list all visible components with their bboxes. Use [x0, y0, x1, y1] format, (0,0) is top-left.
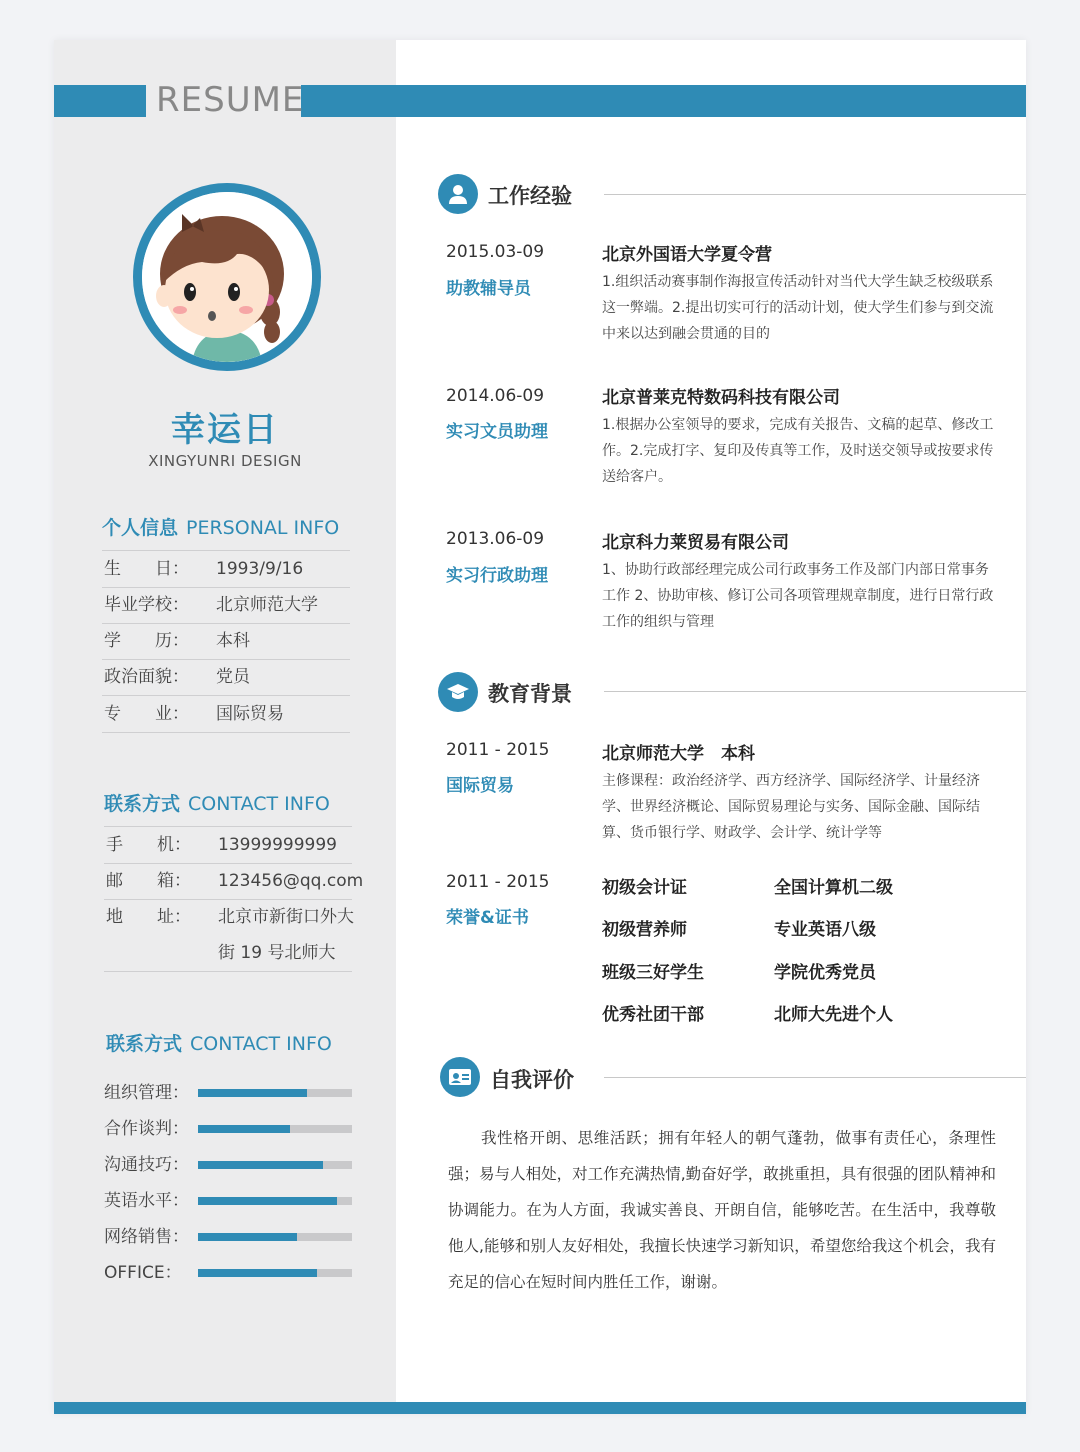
info-row-school [102, 587, 350, 624]
info-label: 毕业学校： [104, 595, 189, 615]
honors-label: 荣誉&证书 [446, 908, 529, 928]
work-date: 2013.06-09 [446, 529, 545, 549]
work-role: 助教辅导员 [446, 279, 531, 299]
education-major: 国际贸易 [446, 776, 514, 796]
info-value: 北京师范大学 [216, 595, 318, 615]
skill-label: 英语水平： [104, 1191, 189, 1211]
skill-row [104, 1153, 354, 1177]
skill-row [104, 1189, 354, 1213]
honor-item: 优秀社团干部 [602, 1005, 704, 1025]
info-row-address [104, 899, 352, 972]
info-value: 北京市新街口外大 [218, 907, 354, 927]
honor-item: 全国计算机二级 [774, 878, 893, 898]
skills-title-cn: 联系方式 [106, 1033, 183, 1055]
work-date: 2015.03-09 [446, 242, 545, 262]
personal-info-title [102, 513, 339, 540]
skill-row [104, 1225, 354, 1249]
honor-item: 专业英语八级 [774, 920, 876, 940]
work-desc: 1.根据办公室领导的要求，完成有关报告、文稿的起草、修改工作。2.完成打字、复印及传真等工作，及时送交领导或按要求传送给客户。 [602, 417, 994, 485]
self-eval-text: 我性格开朗、思维活跃；拥有年轻人的朝气蓬勃，做事有责任心，条理性强；易与人相处，对工作充满热情,勤奋好学，敢挑重担，具有很强的团队精神和协调能力。在为人方面，我诚实善良、开朗自信，能够吃苦。在生活中，我尊敬他人,能够和别人友好相处，我擅长快速学习新知识，希望您给我这个机会，我有充足的信心在短时间内胜任工作，谢谢。 [448, 1129, 996, 1291]
work-date: 2014.06-09 [446, 386, 545, 406]
skill-bar-fill [198, 1269, 317, 1277]
header-band-left [54, 85, 146, 117]
skill-bar-fill [198, 1125, 290, 1133]
info-value-line2: 街 19 号北师大 [218, 943, 336, 963]
info-value: 1993/9/16 [216, 559, 304, 579]
info-label: 专 业： [104, 704, 189, 724]
skill-bar-fill [198, 1197, 337, 1205]
contact-info-title-en: CONTACT INFO [188, 793, 330, 815]
work-org: 北京科力莱贸易有限公司 [602, 533, 789, 553]
skills-title-en: CONTACT INFO [190, 1033, 332, 1055]
id-card-icon [440, 1057, 480, 1097]
skill-label: 合作谈判： [104, 1119, 189, 1139]
skill-label: 组织管理： [104, 1083, 189, 1103]
info-label: 邮 箱： [106, 871, 191, 891]
work-section-title: 工作经验 [488, 184, 572, 208]
work-desc: 1.组织活动赛事制作海报宣传活动针对当代大学生缺乏校级联系这一弊端。2.提出切实可行的活动计划，使大学生们参与到交流中来以达到融会贯通的目的 [602, 274, 994, 342]
skill-bar-fill [198, 1233, 297, 1241]
section-divider [604, 194, 1026, 195]
skill-row [104, 1117, 354, 1141]
info-row-phone [104, 827, 352, 864]
worker-icon [438, 174, 478, 214]
work-org: 北京普莱克特数码科技有限公司 [602, 388, 840, 408]
footer-band [54, 1402, 1026, 1414]
girl-avatar-icon [142, 192, 312, 362]
work-role: 实习文员助理 [446, 422, 548, 442]
skill-label: 网络销售： [104, 1227, 189, 1247]
honor-item: 学院优秀党员 [774, 963, 876, 983]
candidate-name: 幸运日 [171, 410, 279, 450]
contact-info-title-cn: 联系方式 [104, 793, 181, 815]
skill-bar-fill [198, 1161, 323, 1169]
info-value: 123456@qq.com [218, 871, 364, 891]
skill-bar [198, 1233, 352, 1241]
skill-bar-fill [198, 1089, 307, 1097]
info-value: 国际贸易 [216, 704, 284, 724]
graduation-cap-icon [438, 672, 478, 712]
personal-info-title-en: PERSONAL INFO [186, 517, 340, 539]
info-row-birthday [102, 551, 350, 588]
info-row-email [104, 863, 364, 900]
skill-label: OFFICE： [104, 1263, 182, 1283]
info-value: 党员 [216, 667, 250, 687]
honor-item: 北师大先进个人 [774, 1005, 893, 1025]
work-org: 北京外国语大学夏令营 [602, 245, 772, 265]
self-eval-section-title: 自我评价 [490, 1068, 574, 1092]
education-section-title: 教育背景 [488, 682, 572, 706]
header-band-right [301, 85, 1026, 117]
info-label: 手 机： [106, 835, 191, 855]
work-desc: 1、协助行政部经理完成公司行政事务工作及部门内部日常事务工作 2、协助审核、修订公司各项管理规章制度，进行日常行政工作的组织与管理 [602, 562, 994, 630]
info-label: 生 日： [104, 559, 189, 579]
resume-page [54, 40, 1026, 1414]
personal-info-title-cn: 个人信息 [102, 517, 179, 539]
skill-bar [198, 1125, 352, 1133]
skill-bar [198, 1197, 352, 1205]
skill-label: 沟通技巧： [104, 1155, 189, 1175]
honor-item: 班级三好学生 [602, 963, 704, 983]
contact-info-title [104, 789, 330, 816]
info-row-major [102, 696, 350, 733]
info-label: 学 历： [104, 631, 189, 651]
info-row-political [102, 659, 350, 696]
section-divider [604, 1077, 1026, 1078]
avatar [133, 183, 321, 371]
honors-date: 2011 - 2015 [446, 872, 550, 892]
skill-row [104, 1081, 354, 1105]
resume-heading: RESUME [156, 80, 305, 120]
info-label: 政治面貌： [104, 667, 189, 687]
work-role: 实习行政助理 [446, 566, 548, 586]
honor-item: 初级会计证 [602, 878, 687, 898]
candidate-subtitle: XINGYUNRI DESIGN [148, 452, 302, 470]
info-label: 地 址： [106, 907, 191, 927]
education-date: 2011 - 2015 [446, 740, 550, 760]
education-desc: 主修课程：政治经济学、西方经济学、国际经济学、计量经济学、世界经济概论、国际贸易理论与实务、国际金融、国际结算、货币银行学、财政学、会计学、统计学等 [602, 773, 980, 841]
skills-title [106, 1029, 332, 1056]
skill-bar [198, 1089, 352, 1097]
skill-bar [198, 1161, 352, 1169]
skill-row [104, 1261, 354, 1285]
education-school: 北京师范大学 本科 [602, 744, 755, 764]
section-divider [604, 691, 1026, 692]
skill-bar [198, 1269, 352, 1277]
info-value: 本科 [216, 631, 250, 651]
honor-item: 初级营养师 [602, 920, 687, 940]
info-value: 13999999999 [218, 835, 337, 855]
info-row-degree [102, 623, 350, 660]
